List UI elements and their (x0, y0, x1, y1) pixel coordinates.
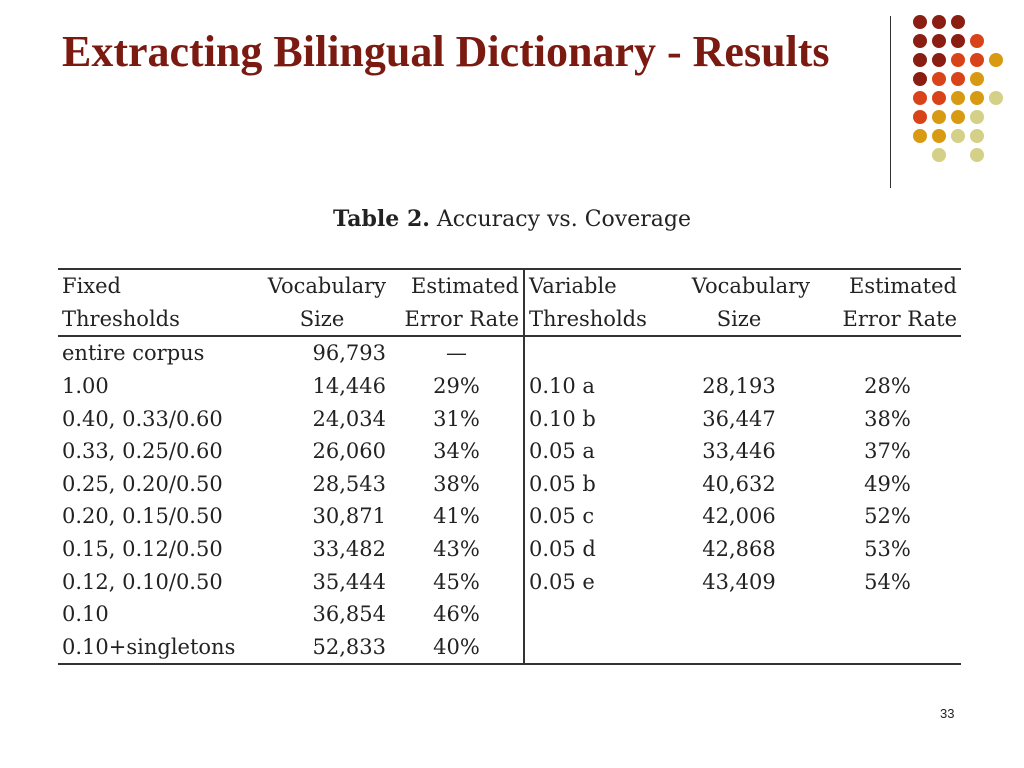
decorative-dot (913, 15, 927, 29)
decorative-dot (951, 110, 965, 124)
cell-variable-vocab-size: 43,409 (702, 569, 776, 594)
cell-variable-threshold: 0.10 b (524, 402, 664, 435)
decorative-dot (913, 72, 927, 86)
cell-fixed-threshold: 0.20, 0.15/0.50 (62, 504, 223, 529)
cell-fixed-vocab-size: 36,854 (312, 602, 386, 627)
cell-variable-vocab-size: 33,446 (702, 439, 776, 464)
header-fixed: Fixed (58, 269, 254, 303)
cell-fixed-vocab-size: 30,871 (312, 504, 386, 529)
decorative-dot (932, 110, 946, 124)
decorative-dot (932, 15, 946, 29)
decorative-dot (913, 53, 927, 67)
cell-variable-error-rate: 38% (864, 406, 911, 431)
decorative-dot (951, 53, 965, 67)
cell-fixed-threshold: 0.25, 0.20/0.50 (62, 471, 223, 496)
cell-variable-threshold: 0.05 a (524, 435, 664, 468)
cell-fixed-error-rate: 43% (433, 537, 480, 562)
cell-fixed-vocab-size: 35,444 (312, 569, 386, 594)
accuracy-coverage-table (58, 268, 961, 665)
cell-variable-threshold (524, 336, 664, 370)
cell-variable-vocab-size: 28,193 (702, 374, 776, 399)
header-variable: Variable (524, 269, 664, 303)
cell-variable-error-rate: 52% (864, 504, 911, 529)
cell-fixed-threshold: 0.33, 0.25/0.60 (62, 439, 223, 464)
cell-variable-vocab-size: 36,447 (702, 406, 776, 431)
cell-variable-error-rate (814, 336, 961, 370)
cell-variable-threshold: 0.05 c (524, 500, 664, 533)
slide-title: Extracting Bilingual Dictionary - Results (62, 27, 830, 76)
decorative-dot (932, 129, 946, 143)
cell-variable-threshold: 0.05 e (524, 565, 664, 598)
table-row (58, 336, 961, 370)
cell-fixed-threshold: entire corpus (62, 341, 205, 366)
table-row (58, 631, 961, 665)
cell-variable-vocab-size (664, 336, 814, 370)
cell-fixed-threshold: 0.10 (62, 602, 109, 627)
cell-fixed-error-rate: — (446, 341, 467, 366)
header-thresholds-fixed: Thresholds (58, 303, 254, 337)
table-row (58, 598, 961, 631)
decorative-dot (913, 91, 927, 105)
decorative-dot (913, 110, 927, 124)
decorative-dot (951, 72, 965, 86)
decorative-dot (913, 129, 927, 143)
decorative-dot (989, 53, 1003, 67)
decorative-dot (970, 110, 984, 124)
cell-fixed-vocab-size: 96,793 (312, 341, 386, 366)
cell-fixed-vocab-size: 24,034 (312, 406, 386, 431)
cell-fixed-threshold: 0.12, 0.10/0.50 (62, 569, 223, 594)
table-caption-label: Table 2. (333, 206, 430, 232)
cell-variable-error-rate (814, 598, 961, 631)
decorative-dot (951, 15, 965, 29)
cell-fixed-error-rate: 34% (433, 439, 480, 464)
header-error-rate-fixed: Estimated (390, 269, 524, 303)
cell-fixed-error-rate: 45% (433, 569, 480, 594)
cell-fixed-vocab-size: 33,482 (312, 537, 386, 562)
cell-variable-error-rate: 49% (864, 471, 911, 496)
decorative-dot (913, 34, 927, 48)
cell-fixed-threshold: 0.40, 0.33/0.60 (62, 406, 223, 431)
cell-variable-threshold (524, 631, 664, 665)
cell-fixed-threshold: 0.10+singletons (58, 631, 254, 665)
decorative-dot (932, 148, 946, 162)
table-row (58, 402, 961, 435)
header-error-rate2-fixed: Error Rate (390, 303, 524, 337)
cell-variable-threshold: 0.10 a (524, 370, 664, 403)
cell-variable-error-rate: 54% (864, 569, 911, 594)
decorative-dot (970, 91, 984, 105)
cell-variable-vocab-size: 40,632 (702, 471, 776, 496)
decorative-dot (970, 148, 984, 162)
table-row (58, 533, 961, 566)
cell-variable-vocab-size: 42,006 (702, 504, 776, 529)
header-error-rate-variable: Estimated (814, 269, 961, 303)
header-size-fixed: Size (254, 303, 390, 337)
decorative-dot (932, 34, 946, 48)
cell-variable-error-rate: 37% (864, 439, 911, 464)
table-header-row (58, 269, 961, 303)
table-row (58, 565, 961, 598)
cell-fixed-vocab-size: 52,833 (254, 631, 390, 665)
header-vocab-size-variable: Vocabulary (664, 269, 814, 303)
cell-fixed-threshold: 1.00 (62, 374, 109, 399)
cell-variable-error-rate: 53% (864, 537, 911, 562)
table-row (58, 370, 961, 403)
decorative-dot (970, 53, 984, 67)
header-vocab-size-fixed: Vocabulary (254, 269, 390, 303)
decorative-dot (932, 72, 946, 86)
header-error-rate2-variable: Error Rate (814, 303, 961, 337)
cell-variable-threshold: 0.05 d (524, 533, 664, 566)
header-thresholds-variable: Thresholds (524, 303, 664, 337)
cell-fixed-error-rate: 41% (433, 504, 480, 529)
cell-fixed-error-rate: 31% (433, 406, 480, 431)
cell-fixed-threshold: 0.15, 0.12/0.50 (62, 537, 223, 562)
cell-fixed-error-rate: 38% (433, 471, 480, 496)
cell-variable-threshold (524, 598, 664, 631)
decorative-dot (970, 34, 984, 48)
table-row (58, 468, 961, 501)
header-size-variable: Size (664, 303, 814, 337)
cell-fixed-vocab-size: 28,543 (312, 471, 386, 496)
cell-variable-vocab-size (664, 598, 814, 631)
decorative-dot (951, 129, 965, 143)
cell-variable-threshold: 0.05 b (524, 468, 664, 501)
decorative-dot (932, 91, 946, 105)
decorative-dot (951, 91, 965, 105)
decorative-dot (970, 72, 984, 86)
decorative-dot (951, 34, 965, 48)
cell-fixed-error-rate: 46% (433, 602, 480, 627)
cell-variable-error-rate: 28% (864, 374, 911, 399)
table-caption (0, 206, 1024, 232)
table-row (58, 500, 961, 533)
page-number: 33 (940, 706, 955, 721)
decorative-dot (989, 91, 1003, 105)
table-caption-text: Accuracy vs. Coverage (436, 207, 691, 232)
decorative-dot (932, 53, 946, 67)
cell-fixed-vocab-size: 14,446 (312, 374, 386, 399)
cell-fixed-vocab-size: 26,060 (312, 439, 386, 464)
cell-variable-vocab-size: 42,868 (702, 537, 776, 562)
cell-fixed-error-rate: 40% (390, 631, 524, 665)
title-divider-line (890, 16, 891, 188)
table-row (58, 435, 961, 468)
cell-fixed-error-rate: 29% (433, 374, 480, 399)
cell-variable-error-rate (814, 631, 961, 665)
decorative-dot (970, 129, 984, 143)
table-header-row (58, 303, 961, 337)
cell-variable-vocab-size (664, 631, 814, 665)
